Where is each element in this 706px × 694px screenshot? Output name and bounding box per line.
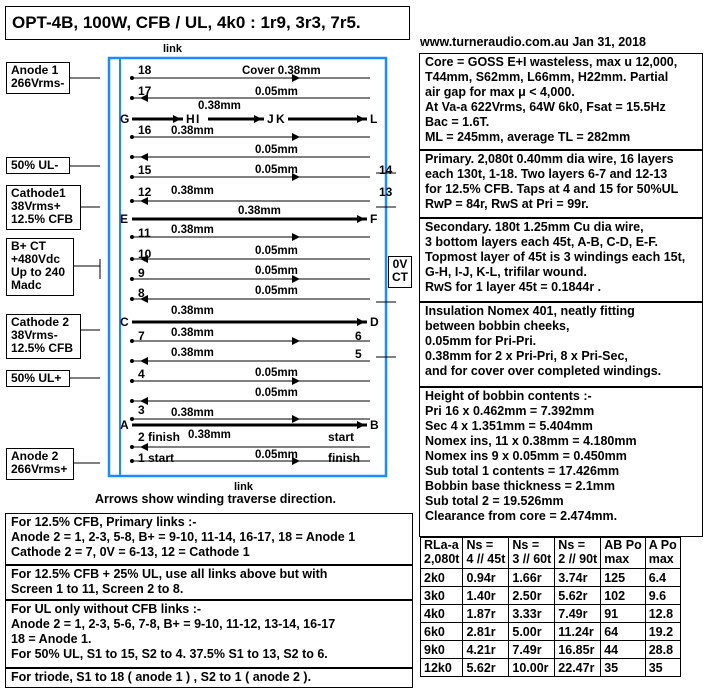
node-label: finish	[328, 451, 360, 465]
table-cell: 7.49r	[555, 605, 601, 623]
node-label: 8	[138, 286, 145, 300]
thickness-label: 0.05mm	[255, 285, 298, 297]
table-cell: 11.24r	[555, 623, 601, 641]
node-label: 3	[138, 403, 145, 417]
link-label: link	[163, 43, 182, 55]
thickness-label: 0.38mm	[171, 305, 214, 317]
arrow-right-icon	[292, 133, 300, 141]
table-row	[421, 659, 681, 677]
table-cell: 125	[601, 569, 646, 587]
terminal-dot	[130, 277, 134, 281]
node-label: 13	[379, 185, 393, 199]
table-cell: 1.87r	[463, 605, 509, 623]
secondary-terminal-label: J	[267, 112, 274, 126]
ul-links-box: For UL only without CFB links :- Anode 2 = 1, 2-3, 5-6, 7-8, B+ = 9-10, 11-12, 13-14, 16-17 18 = Anode 1. For 50% UL, S1 to 15, S2 to 4. 37.5% S1 to 13, S2 to 6.	[5, 600, 413, 668]
secondary-spec-box: Secondary. 180t 1.25mm Cu dia wire, 3 bottom layers each 45t, A-B, C-D, E-F. Topmost layer of 45t is 3 windings each 15t, G-H, I-J, K-L, trifilar wound. RwS for 1 layer 45t = 0.1844r .	[419, 218, 703, 302]
arrow-right-icon	[357, 215, 365, 223]
arrow-left-icon	[140, 443, 148, 451]
secondary-terminal-label: G	[120, 112, 130, 126]
table-header: AB Po max	[601, 538, 646, 569]
table-cell: 91	[601, 605, 646, 623]
thickness-label: 0.05mm	[255, 367, 298, 379]
ratio-table	[420, 537, 681, 677]
secondary-terminal-label: I	[196, 112, 200, 126]
terminal-dot	[130, 76, 134, 80]
thickness-label: 0.05mm	[255, 245, 298, 257]
table-cell: 7.49r	[509, 641, 555, 659]
node-label: 9	[138, 266, 145, 280]
arrow-right-icon	[173, 115, 181, 123]
terminal-dot	[130, 399, 134, 403]
table-cell: 12k0	[421, 659, 463, 677]
node-label: 16	[138, 123, 152, 137]
link-label: link	[234, 481, 253, 493]
terminal-dot	[130, 379, 134, 383]
thickness-label: 0.38mm	[171, 185, 214, 197]
secondary-terminal-label: E	[120, 212, 129, 226]
secondary-terminal-label: A	[120, 418, 129, 432]
thickness-label: 0.05mm	[255, 144, 298, 156]
arrow-right-icon	[292, 337, 300, 345]
triode-links-box: For triode, S1 to 18 ( anode 1 ) , S2 to 1 ( anode 2 ).	[5, 668, 413, 688]
label-cathode-2: Cathode 2 38Vrms- 12.5% CFB	[6, 314, 81, 359]
terminal-dot	[130, 297, 134, 301]
table-cell: 0.94r	[463, 569, 509, 587]
table-cell: 64	[601, 623, 646, 641]
terminal-dot	[130, 235, 134, 239]
thickness-label: 0.38mm	[171, 407, 214, 419]
thickness-label: 0.38mm	[171, 347, 214, 359]
primary-spec-box: Primary. 2,080t 0.40mm dia wire, 16 layers each 130t, 1-18. Two layers 6-7 and 12-13 for 12.5% CFB. Taps at 4 and 15 for 50%UL RwP = 84r, RwS at Pri = 99r.	[419, 150, 703, 218]
core-spec-box: Core = GOSS E+I wasteless, max u 12,000, T44mm, S62mm, L66mm, H22mm. Partial air gap for max μ < 4,000. At Va-a 622Vrms, 64W 6k0, Fsat = 15.5Hz Bac = 1.6T. ML = 245mm, average TL = 282mm	[419, 53, 703, 150]
table-cell: 2k0	[421, 569, 463, 587]
label-cathode-1: Cathode1 38Vrms+ 12.5% CFB	[6, 185, 81, 230]
table-cell: 16.85r	[555, 641, 601, 659]
node-label: 1 start	[138, 451, 175, 465]
terminal-dot	[130, 96, 134, 100]
arrow-right-icon	[292, 233, 300, 241]
secondary-terminal-label: H	[186, 112, 195, 126]
table-cell: 6k0	[421, 623, 463, 641]
table-header: RLa-a 2,080t	[421, 538, 463, 569]
secondary-terminal-label: B	[370, 418, 379, 432]
table-header: Ns = 4 // 45t	[463, 538, 509, 569]
secondary-terminal-label: D	[370, 315, 379, 329]
thickness-label: 0.38mm	[171, 125, 214, 137]
node-label: 5	[355, 347, 362, 361]
table-row	[421, 587, 681, 605]
thickness-label: 0.38mm	[198, 100, 241, 112]
cfb-links-box: For 12.5% CFB, Primary links :- Anode 2 = 1, 2-3, 5-8, B+ = 9-10, 11-14, 16-17, 18 = Anode 1 Cathode 2 = 7, 0V = 6-13, 12 = Cathode 1	[5, 513, 413, 565]
table-header-row	[421, 538, 681, 569]
secondary-terminal-label: L	[370, 112, 378, 126]
node-label: 14	[379, 163, 393, 177]
label-anode-1: Anode 1 266Vrms-	[6, 62, 70, 94]
node-label: 10	[138, 247, 152, 261]
table-header: Ns = 2 // 90t	[555, 538, 601, 569]
terminal-dot	[130, 135, 134, 139]
thickness-label: 0.38mm	[171, 327, 214, 339]
table-header: Ns = 3 // 60t	[509, 538, 555, 569]
arrow-left-icon	[140, 357, 148, 365]
thickness-label: 0.05mm	[255, 164, 298, 176]
table-cell: 2.50r	[509, 587, 555, 605]
arrow-right-icon	[357, 421, 365, 429]
node-label: 15	[138, 163, 152, 177]
secondary-terminal-label: K	[276, 112, 285, 126]
node-label: 12	[138, 185, 152, 199]
table-cell: 44	[601, 641, 646, 659]
table-cell: 6.4	[645, 569, 680, 587]
thickness-label: 0.05mm	[255, 449, 298, 461]
thickness-label: 0.38mm	[238, 205, 281, 217]
terminal-dot	[130, 445, 134, 449]
arrow-left-icon	[140, 153, 148, 161]
table-cell: 5.62r	[463, 659, 509, 677]
thickness-label: 0.05mm	[255, 387, 298, 399]
table-cell: 12.8	[645, 605, 680, 623]
arrow-right-icon	[292, 415, 300, 423]
table-header: A Po max	[645, 538, 680, 569]
table-cell: 4k0	[421, 605, 463, 623]
arrow-right-icon	[357, 115, 365, 123]
table-cell: 3k0	[421, 587, 463, 605]
thickness-label: 0.38mm	[188, 429, 231, 441]
terminal-dot	[130, 417, 134, 421]
table-row	[421, 641, 681, 659]
table-cell: 10.00r	[509, 659, 555, 677]
bobbin-height-box: Height of bobbin contents :- Pri 16 x 0.462mm = 7.392mm Sec 4 x 1.351mm = 5.404mm Nomex ins, 11 x 0.38mm = 4.180mm Nomex ins 9 x 0.05mm = 0.450mm Sub total 1 contents = 17.426mm Bobbin base thickness = 2.1mm Sub total 2 = 19.526mm Clearance from core = 2.474mm.	[419, 387, 703, 537]
table-cell: 4.21r	[463, 641, 509, 659]
table-cell: 28.8	[645, 641, 680, 659]
table-row	[421, 569, 681, 587]
arrow-right-icon	[357, 318, 365, 326]
table-cell: 5.62r	[555, 587, 601, 605]
table-cell: 9.6	[645, 587, 680, 605]
website-date: www.turneraudio.com.au Jan 31, 2018	[420, 35, 647, 49]
thickness-label: 0.05mm	[255, 86, 298, 98]
label-0v-ct: 0V CT	[388, 256, 412, 288]
thickness-label: 0.05mm	[255, 265, 298, 277]
arrow-right-icon	[254, 115, 262, 123]
node-label: 11	[138, 226, 151, 240]
table-cell: 102	[601, 587, 646, 605]
secondary-terminal-label: C	[120, 315, 129, 329]
table-cell: 35	[645, 659, 680, 677]
terminal-dot	[130, 175, 134, 179]
thickness-label: Cover 0.38mm	[242, 65, 321, 77]
node-label: 2 finish	[138, 430, 181, 444]
label-50ul-minus: 50% UL-	[6, 157, 70, 174]
terminal-dot	[130, 359, 134, 363]
table-cell: 1.66r	[509, 569, 555, 587]
label-50ul-plus: 50% UL+	[6, 370, 70, 387]
table-cell: 22.47r	[555, 659, 601, 677]
thickness-label: 0.38mm	[171, 224, 214, 236]
node-label: 18	[138, 63, 152, 77]
table-cell: 2.81r	[463, 623, 509, 641]
label-bplus-ct: B+ CT +480Vdc Up to 240 Madc	[6, 238, 74, 296]
table-cell: 3.33r	[509, 605, 555, 623]
arrows-caption: Arrows show winding traverse direction.	[95, 492, 337, 506]
node-label: 7	[138, 329, 145, 343]
table-cell: 3.74r	[555, 569, 601, 587]
node-label: 17	[138, 84, 152, 98]
terminal-dot	[130, 459, 134, 463]
terminal-dot	[130, 339, 134, 343]
insulation-spec-box: Insulation Nomex 401, neatly fitting between bobbin cheeks, 0.05mm for Pri-Pri. 0.38mm for 2 x Pri-Pri, 8 x Pri-Sec, and for cover over completed windings.	[419, 302, 703, 387]
page-title: OPT-4B, 100W, CFB / UL, 4k0 : 1r9, 3r3, 7r5.	[5, 6, 410, 40]
terminal-dot	[130, 199, 134, 203]
cfb-ul-links-box: For 12.5% CFB + 25% UL, use all links above but with Screen 1 to 11, Screen 2 to 8.	[5, 565, 413, 600]
table-cell: 1.40r	[463, 587, 509, 605]
node-label: start	[328, 430, 355, 444]
table-cell: 19.2	[645, 623, 680, 641]
table-cell: 5.00r	[509, 623, 555, 641]
table-row	[421, 605, 681, 623]
terminal-dot	[130, 155, 134, 159]
table-cell: 35	[601, 659, 646, 677]
table-cell: 9k0	[421, 641, 463, 659]
node-label: 6	[355, 329, 362, 343]
terminal-dot	[130, 257, 134, 261]
label-anode-2: Anode 2 266Vrms+	[6, 448, 74, 480]
secondary-terminal-label: F	[370, 212, 378, 226]
node-label: 4	[138, 367, 145, 381]
table-row	[421, 623, 681, 641]
link-frame	[109, 58, 386, 476]
